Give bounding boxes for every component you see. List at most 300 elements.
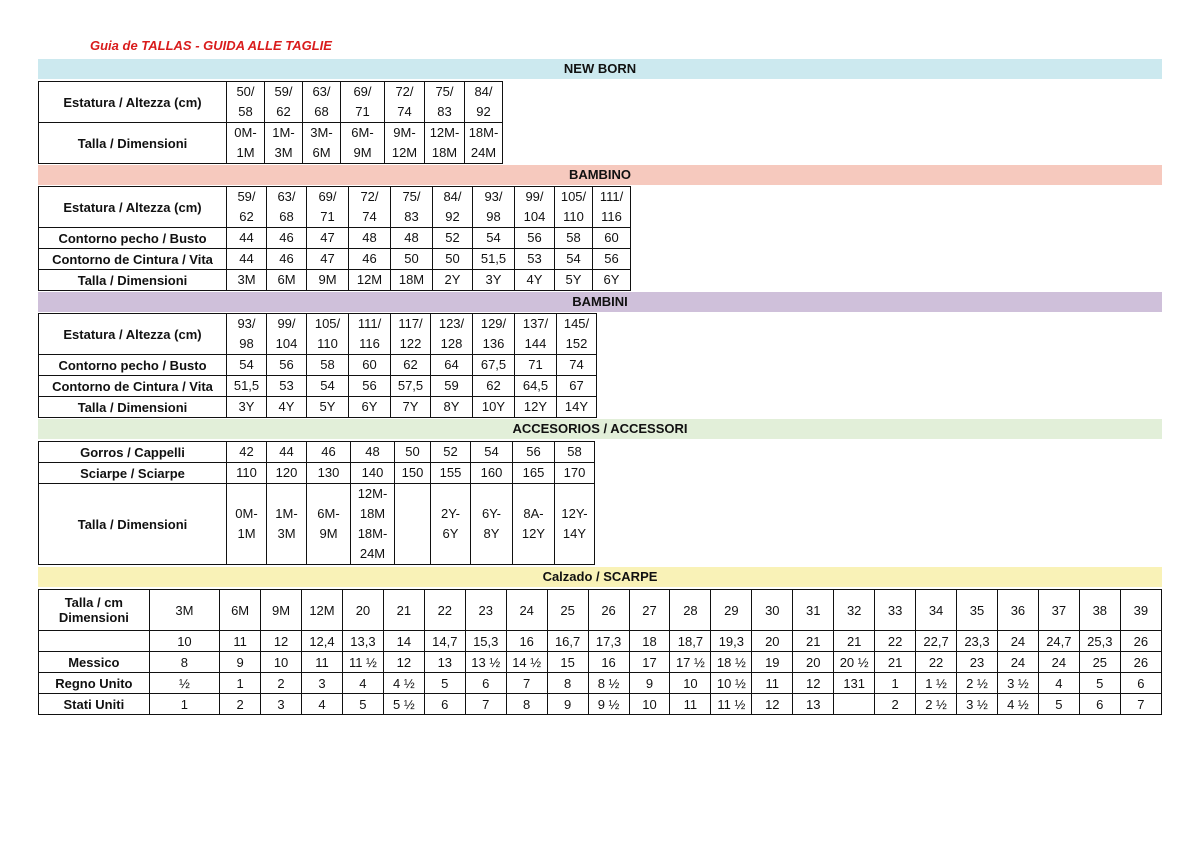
- size-cell: [391, 355, 431, 376]
- cell-line: 0M-: [235, 506, 258, 521]
- shoe-size-cell: 18 ½: [711, 652, 752, 673]
- shoe-size-cell: 131: [834, 673, 875, 694]
- table-row: [39, 314, 597, 355]
- size-cell: [265, 123, 303, 164]
- cell-line: 44: [239, 251, 254, 266]
- shoe-size-cell: 5: [1038, 694, 1079, 715]
- shoe-size-cell: 23: [465, 590, 506, 631]
- shoe-size-cell: 11: [302, 652, 343, 673]
- shoe-size-cell: 21: [383, 590, 424, 631]
- row-label: Estatura / Altezza (cm): [39, 82, 227, 123]
- size-cell: [227, 355, 267, 376]
- cell-line: 63/: [277, 189, 296, 204]
- size-cell: [307, 270, 349, 291]
- size-cell: [473, 376, 515, 397]
- shoe-size-cell: 18,7: [670, 631, 711, 652]
- size-cell: [395, 484, 431, 565]
- cell-line: 46: [321, 444, 336, 459]
- cell-line: 54: [484, 444, 499, 459]
- cell-line: 6Y: [442, 526, 459, 541]
- shoe-size-cell: 6M: [220, 590, 261, 631]
- cell-line: 44: [239, 230, 254, 245]
- size-cell: [431, 314, 473, 355]
- shoe-size-cell: 30: [752, 590, 793, 631]
- cell-line: 74: [569, 357, 584, 372]
- size-cell: [515, 376, 557, 397]
- cell-line: 58: [566, 230, 581, 245]
- table-row: [39, 442, 595, 463]
- shoe-size-cell: 23,3: [957, 631, 998, 652]
- shoe-size-cell: 21: [875, 652, 916, 673]
- cell-line: 111/: [357, 316, 382, 331]
- bambini-size-table: [38, 313, 597, 418]
- size-cell: [555, 463, 595, 484]
- size-cell: [515, 355, 557, 376]
- cell-line: 69/: [353, 84, 372, 99]
- size-cell: [471, 463, 513, 484]
- size-cell: [471, 442, 513, 463]
- shoe-size-cell: 11: [220, 631, 261, 652]
- shoe-size-cell: 5 ½: [383, 694, 424, 715]
- cell-line: 56: [527, 230, 542, 245]
- cell-line: 18M: [431, 145, 458, 160]
- cell-line: 48: [362, 230, 377, 245]
- row-label: Talla / Dimensioni: [39, 484, 227, 565]
- shoe-size-cell: 10: [261, 652, 302, 673]
- size-cell: [431, 463, 471, 484]
- size-cell: [227, 82, 265, 123]
- size-cell: [267, 314, 307, 355]
- cell-line: 84/: [474, 84, 493, 99]
- size-cell: [433, 228, 473, 249]
- cell-line: 68: [279, 209, 294, 224]
- cell-line: 50: [404, 251, 419, 266]
- shoe-size-cell: 2 ½: [916, 694, 957, 715]
- shoe-size-cell: 16,7: [547, 631, 588, 652]
- cell-line: 122: [399, 336, 422, 351]
- cell-line: 12M-: [429, 125, 460, 140]
- shoe-size-cell: 13 ½: [465, 652, 506, 673]
- size-cell: [431, 355, 473, 376]
- cell-line: 105/: [560, 189, 587, 204]
- accessori-size-table: [38, 441, 595, 565]
- size-cell: [473, 249, 515, 270]
- shoe-size-cell: 24: [1038, 652, 1079, 673]
- cell-line: 3M-: [310, 125, 333, 140]
- cell-line: 1M: [237, 526, 256, 541]
- shoe-size-cell: 21: [834, 631, 875, 652]
- table-row: [39, 631, 1162, 652]
- shoe-size-cell: 1 ½: [916, 673, 957, 694]
- cell-line: 120: [275, 465, 298, 480]
- size-cell: [473, 187, 515, 228]
- size-cell: [593, 187, 631, 228]
- shoe-size-cell: 4: [342, 673, 383, 694]
- cell-line: 160: [480, 465, 503, 480]
- size-cell: [227, 376, 267, 397]
- cell-line: 1M-: [272, 125, 295, 140]
- cell-line: 59/: [237, 189, 256, 204]
- cell-line: 2Y: [444, 272, 461, 287]
- row-label: Contorno pecho / Busto: [39, 355, 227, 376]
- size-cell: [593, 249, 631, 270]
- size-cell: [227, 228, 267, 249]
- cell-line: 18M-: [468, 125, 499, 140]
- cell-line: 111/: [599, 189, 624, 204]
- size-cell: [349, 187, 391, 228]
- size-cell: [593, 270, 631, 291]
- cell-line: 116: [359, 336, 380, 351]
- size-cell: [557, 376, 597, 397]
- cell-line: 62: [276, 104, 291, 119]
- cell-line: 24M: [359, 546, 386, 561]
- shoe-size-cell: 6: [1120, 673, 1161, 694]
- cell-line: 60: [362, 357, 377, 372]
- shoe-size-cell: 9M: [261, 590, 302, 631]
- cell-line: 44: [279, 444, 294, 459]
- scarpe-size-table: [38, 589, 1162, 715]
- size-cell: [471, 484, 513, 565]
- section-header-accessori: ACCESORIOS / ACCESSORI: [38, 419, 1162, 439]
- size-cell: [473, 314, 515, 355]
- cell-line: 46: [362, 251, 377, 266]
- size-cell: [307, 187, 349, 228]
- cell-line: 60: [604, 230, 619, 245]
- size-cell: [351, 484, 395, 565]
- size-cell: [465, 123, 503, 164]
- shoe-size-cell: 2: [261, 673, 302, 694]
- cell-line: 145/: [563, 316, 590, 331]
- cell-line: 110: [563, 209, 584, 224]
- size-cell: [303, 82, 341, 123]
- size-cell: [227, 463, 267, 484]
- size-cell: [307, 314, 349, 355]
- size-cell: [267, 463, 307, 484]
- cell-line: 1M-: [275, 506, 298, 521]
- cell-line: 110: [317, 336, 338, 351]
- shoe-size-cell: 7: [465, 694, 506, 715]
- cell-line: 58: [320, 357, 335, 372]
- table-row: [39, 673, 1162, 694]
- table-row: [39, 397, 597, 418]
- shoe-size-cell: 10 ½: [711, 673, 752, 694]
- cell-line: 50: [405, 444, 420, 459]
- cell-line: 110: [236, 465, 257, 480]
- shoe-size-cell: 19,3: [711, 631, 752, 652]
- row-label: Contorno pecho / Busto: [39, 228, 227, 249]
- size-cell: [431, 442, 471, 463]
- shoe-size-cell: 22: [424, 590, 465, 631]
- shoe-size-cell: 24,7: [1038, 631, 1079, 652]
- size-cell: [307, 228, 349, 249]
- cell-line: 105/: [314, 316, 341, 331]
- cell-line: 48: [404, 230, 419, 245]
- size-cell: [513, 484, 555, 565]
- section-header-bambini: BAMBINI: [38, 292, 1162, 312]
- shoe-size-cell: 3: [261, 694, 302, 715]
- size-cell: [391, 376, 431, 397]
- cell-line: 116: [601, 209, 622, 224]
- size-cell: [267, 355, 307, 376]
- shoe-size-cell: 38: [1079, 590, 1120, 631]
- shoe-size-cell: 15: [547, 652, 588, 673]
- size-cell: [227, 314, 267, 355]
- cell-line: 5Y: [565, 272, 582, 287]
- size-cell: [307, 442, 351, 463]
- size-cell: [267, 376, 307, 397]
- cell-line: 75/: [402, 189, 421, 204]
- cell-line: 8Y: [443, 399, 460, 414]
- cell-line: 140: [361, 465, 384, 480]
- size-cell: [555, 442, 595, 463]
- cell-line: 69/: [318, 189, 337, 204]
- cell-line: 67,5: [480, 357, 507, 372]
- cell-line: 9M: [319, 526, 338, 541]
- shoe-size-cell: 12,4: [302, 631, 343, 652]
- shoe-size-cell: 9 ½: [588, 694, 629, 715]
- shoe-size-cell: 1: [220, 673, 261, 694]
- cell-line: 152: [565, 336, 588, 351]
- cell-line: 2Y-: [440, 506, 461, 521]
- cell-line: 64: [444, 357, 459, 372]
- shoe-size-cell: 6: [1079, 694, 1120, 715]
- cell-line: 12M: [391, 145, 418, 160]
- shoe-size-cell: 2 ½: [957, 673, 998, 694]
- shoe-size-cell: 11 ½: [342, 652, 383, 673]
- cell-line: 6Y: [603, 272, 620, 287]
- table-row: [39, 484, 595, 565]
- cell-line: 12M-: [357, 486, 388, 501]
- cell-line: 12M: [356, 272, 383, 287]
- size-cell: [473, 228, 515, 249]
- cell-line: 5Y: [319, 399, 336, 414]
- shoe-size-cell: 10: [670, 673, 711, 694]
- size-cell: [513, 442, 555, 463]
- shoe-size-cell: 17: [629, 652, 670, 673]
- cell-line: 104: [275, 336, 298, 351]
- size-cell: [267, 397, 307, 418]
- size-cell: [395, 463, 431, 484]
- shoe-size-cell: 4: [302, 694, 343, 715]
- cell-line: 6Y-: [481, 506, 502, 521]
- row-label: Estatura / Altezza (cm): [39, 314, 227, 355]
- cell-line: 93/: [237, 316, 256, 331]
- row-label: Sciarpe / Sciarpe: [39, 463, 227, 484]
- size-cell: [593, 228, 631, 249]
- cell-line: 12Y: [523, 399, 548, 414]
- shoe-size-cell: 21: [793, 631, 834, 652]
- size-cell: [515, 397, 557, 418]
- shoe-size-cell: 25,3: [1079, 631, 1120, 652]
- cell-line: 58: [567, 444, 582, 459]
- shoe-size-cell: 22,7: [916, 631, 957, 652]
- shoe-size-cell: 11 ½: [711, 694, 752, 715]
- size-cell: [391, 397, 431, 418]
- cell-line: 98: [239, 336, 254, 351]
- shoe-size-cell: 6: [465, 673, 506, 694]
- size-cell: [267, 270, 307, 291]
- table-row: [39, 270, 631, 291]
- cell-line: 52: [445, 230, 460, 245]
- size-cell: [555, 228, 593, 249]
- cell-line: 46: [279, 251, 294, 266]
- shoe-size-cell: 22: [875, 631, 916, 652]
- size-cell: [385, 123, 425, 164]
- cell-line: 48: [365, 444, 380, 459]
- shoe-size-cell: 9: [629, 673, 670, 694]
- cell-line: 46: [279, 230, 294, 245]
- cell-line: 14Y: [564, 399, 589, 414]
- shoe-size-cell: 14: [383, 631, 424, 652]
- cell-line: 59/: [274, 84, 293, 99]
- row-label: Talla / Dimensioni: [39, 397, 227, 418]
- cell-line: 6M-: [351, 125, 374, 140]
- size-cell: [391, 270, 433, 291]
- cell-line: 57,5: [397, 378, 424, 393]
- size-cell: [385, 82, 425, 123]
- shoe-size-cell: 26: [1120, 631, 1161, 652]
- shoe-size-cell: 15,3: [465, 631, 506, 652]
- cell-line: 6M-: [317, 506, 340, 521]
- cell-line: 52: [443, 444, 458, 459]
- cell-line: 144: [524, 336, 547, 351]
- shoe-size-cell: 3M: [149, 590, 219, 631]
- shoe-size-cell: 26: [1120, 652, 1161, 673]
- shoe-size-cell: 11: [752, 673, 793, 694]
- table-row: [39, 590, 1162, 631]
- cell-line: 93/: [484, 189, 503, 204]
- cell-line: 12Y-: [561, 506, 588, 521]
- size-cell: [431, 397, 473, 418]
- shoe-size-cell: 3 ½: [997, 673, 1038, 694]
- cell-line: 47: [320, 251, 335, 266]
- shoe-size-cell: 13: [424, 652, 465, 673]
- shoe-size-cell: 5: [1079, 673, 1120, 694]
- cell-line: 6Y: [361, 399, 378, 414]
- cell-line: 92: [445, 209, 460, 224]
- shoe-size-cell: 14,7: [424, 631, 465, 652]
- cell-line: 3Y: [485, 272, 502, 287]
- shoe-size-cell: ½: [149, 673, 219, 694]
- size-cell: [433, 249, 473, 270]
- cell-line: 72/: [360, 189, 379, 204]
- cell-line: 14Y: [562, 526, 587, 541]
- shoe-size-cell: 8 ½: [588, 673, 629, 694]
- shoe-size-cell: 6: [424, 694, 465, 715]
- size-cell: [473, 397, 515, 418]
- shoe-size-cell: 13,3: [342, 631, 383, 652]
- cell-line: 18M: [359, 506, 386, 521]
- cell-line: 155: [439, 465, 462, 480]
- table-row: [39, 694, 1162, 715]
- table-row: [39, 463, 595, 484]
- size-cell: [391, 187, 433, 228]
- cell-line: 104: [523, 209, 546, 224]
- shoe-size-cell: 37: [1038, 590, 1079, 631]
- size-cell: [557, 355, 597, 376]
- row-label: [39, 631, 150, 652]
- shoe-size-cell: 2: [220, 694, 261, 715]
- shoe-size-cell: 12: [793, 673, 834, 694]
- row-label: Talla / Dimensioni: [39, 270, 227, 291]
- size-cell: [307, 484, 351, 565]
- row-label: Talla / Dimensioni: [39, 123, 227, 164]
- size-cell: [227, 123, 265, 164]
- size-cell: [267, 228, 307, 249]
- shoe-size-cell: 20: [752, 631, 793, 652]
- size-cell: [267, 187, 307, 228]
- cell-line: 58: [238, 104, 253, 119]
- table-row: [39, 652, 1162, 673]
- size-cell: [227, 249, 267, 270]
- cell-line: 51,5: [233, 378, 260, 393]
- shoe-size-cell: 22: [916, 652, 957, 673]
- table-row: [39, 355, 597, 376]
- shoe-size-cell: [834, 694, 875, 715]
- size-cell: [433, 270, 473, 291]
- shoe-size-cell: 34: [916, 590, 957, 631]
- size-cell: [555, 270, 593, 291]
- shoe-size-cell: 20 ½: [834, 652, 875, 673]
- cell-line: 3M: [277, 526, 296, 541]
- cell-line: 51,5: [480, 251, 507, 266]
- cell-line: 18M-: [357, 526, 388, 541]
- cell-line: 71: [320, 209, 335, 224]
- cell-line: 71: [355, 104, 370, 119]
- row-label: Stati Uniti: [39, 694, 150, 715]
- shoe-size-cell: 17 ½: [670, 652, 711, 673]
- cell-line: 83: [404, 209, 419, 224]
- cell-line: 71: [528, 357, 543, 372]
- cell-line: 67: [569, 378, 584, 393]
- size-cell: [349, 314, 391, 355]
- cell-line: 3Y: [238, 399, 255, 414]
- cell-line: 24M: [470, 145, 497, 160]
- row-label: Regno Unito: [39, 673, 150, 694]
- shoe-size-cell: 1: [875, 673, 916, 694]
- cell-line: 7Y: [402, 399, 419, 414]
- table-row: [39, 249, 631, 270]
- shoe-size-cell: 7: [506, 673, 547, 694]
- table-row: [39, 228, 631, 249]
- table-row: [39, 187, 631, 228]
- size-cell: [227, 397, 267, 418]
- shoe-size-cell: 19: [752, 652, 793, 673]
- shoe-size-cell: 17,3: [588, 631, 629, 652]
- row-label: Messico: [39, 652, 150, 673]
- row-label: Contorno de Cintura / Vita: [39, 376, 227, 397]
- cell-line: 54: [566, 251, 581, 266]
- size-cell: [473, 270, 515, 291]
- section-header-bambino: BAMBINO: [38, 165, 1162, 185]
- shoe-size-cell: 36: [997, 590, 1038, 631]
- row-label-line: Dimensioni: [58, 610, 129, 625]
- cell-line: 10Y: [481, 399, 506, 414]
- cell-line: 4Y: [278, 399, 295, 414]
- cell-line: 56: [526, 444, 541, 459]
- cell-line: 117/: [398, 316, 423, 331]
- size-cell: [349, 228, 391, 249]
- cell-line: 74: [362, 209, 377, 224]
- shoe-size-cell: 8: [149, 652, 219, 673]
- size-cell: [431, 484, 471, 565]
- cell-line: 6M: [312, 145, 331, 160]
- size-cell: [307, 397, 349, 418]
- shoe-size-cell: 10: [149, 631, 219, 652]
- size-cell: [515, 187, 555, 228]
- shoe-size-cell: 12: [261, 631, 302, 652]
- cell-line: 62: [403, 357, 418, 372]
